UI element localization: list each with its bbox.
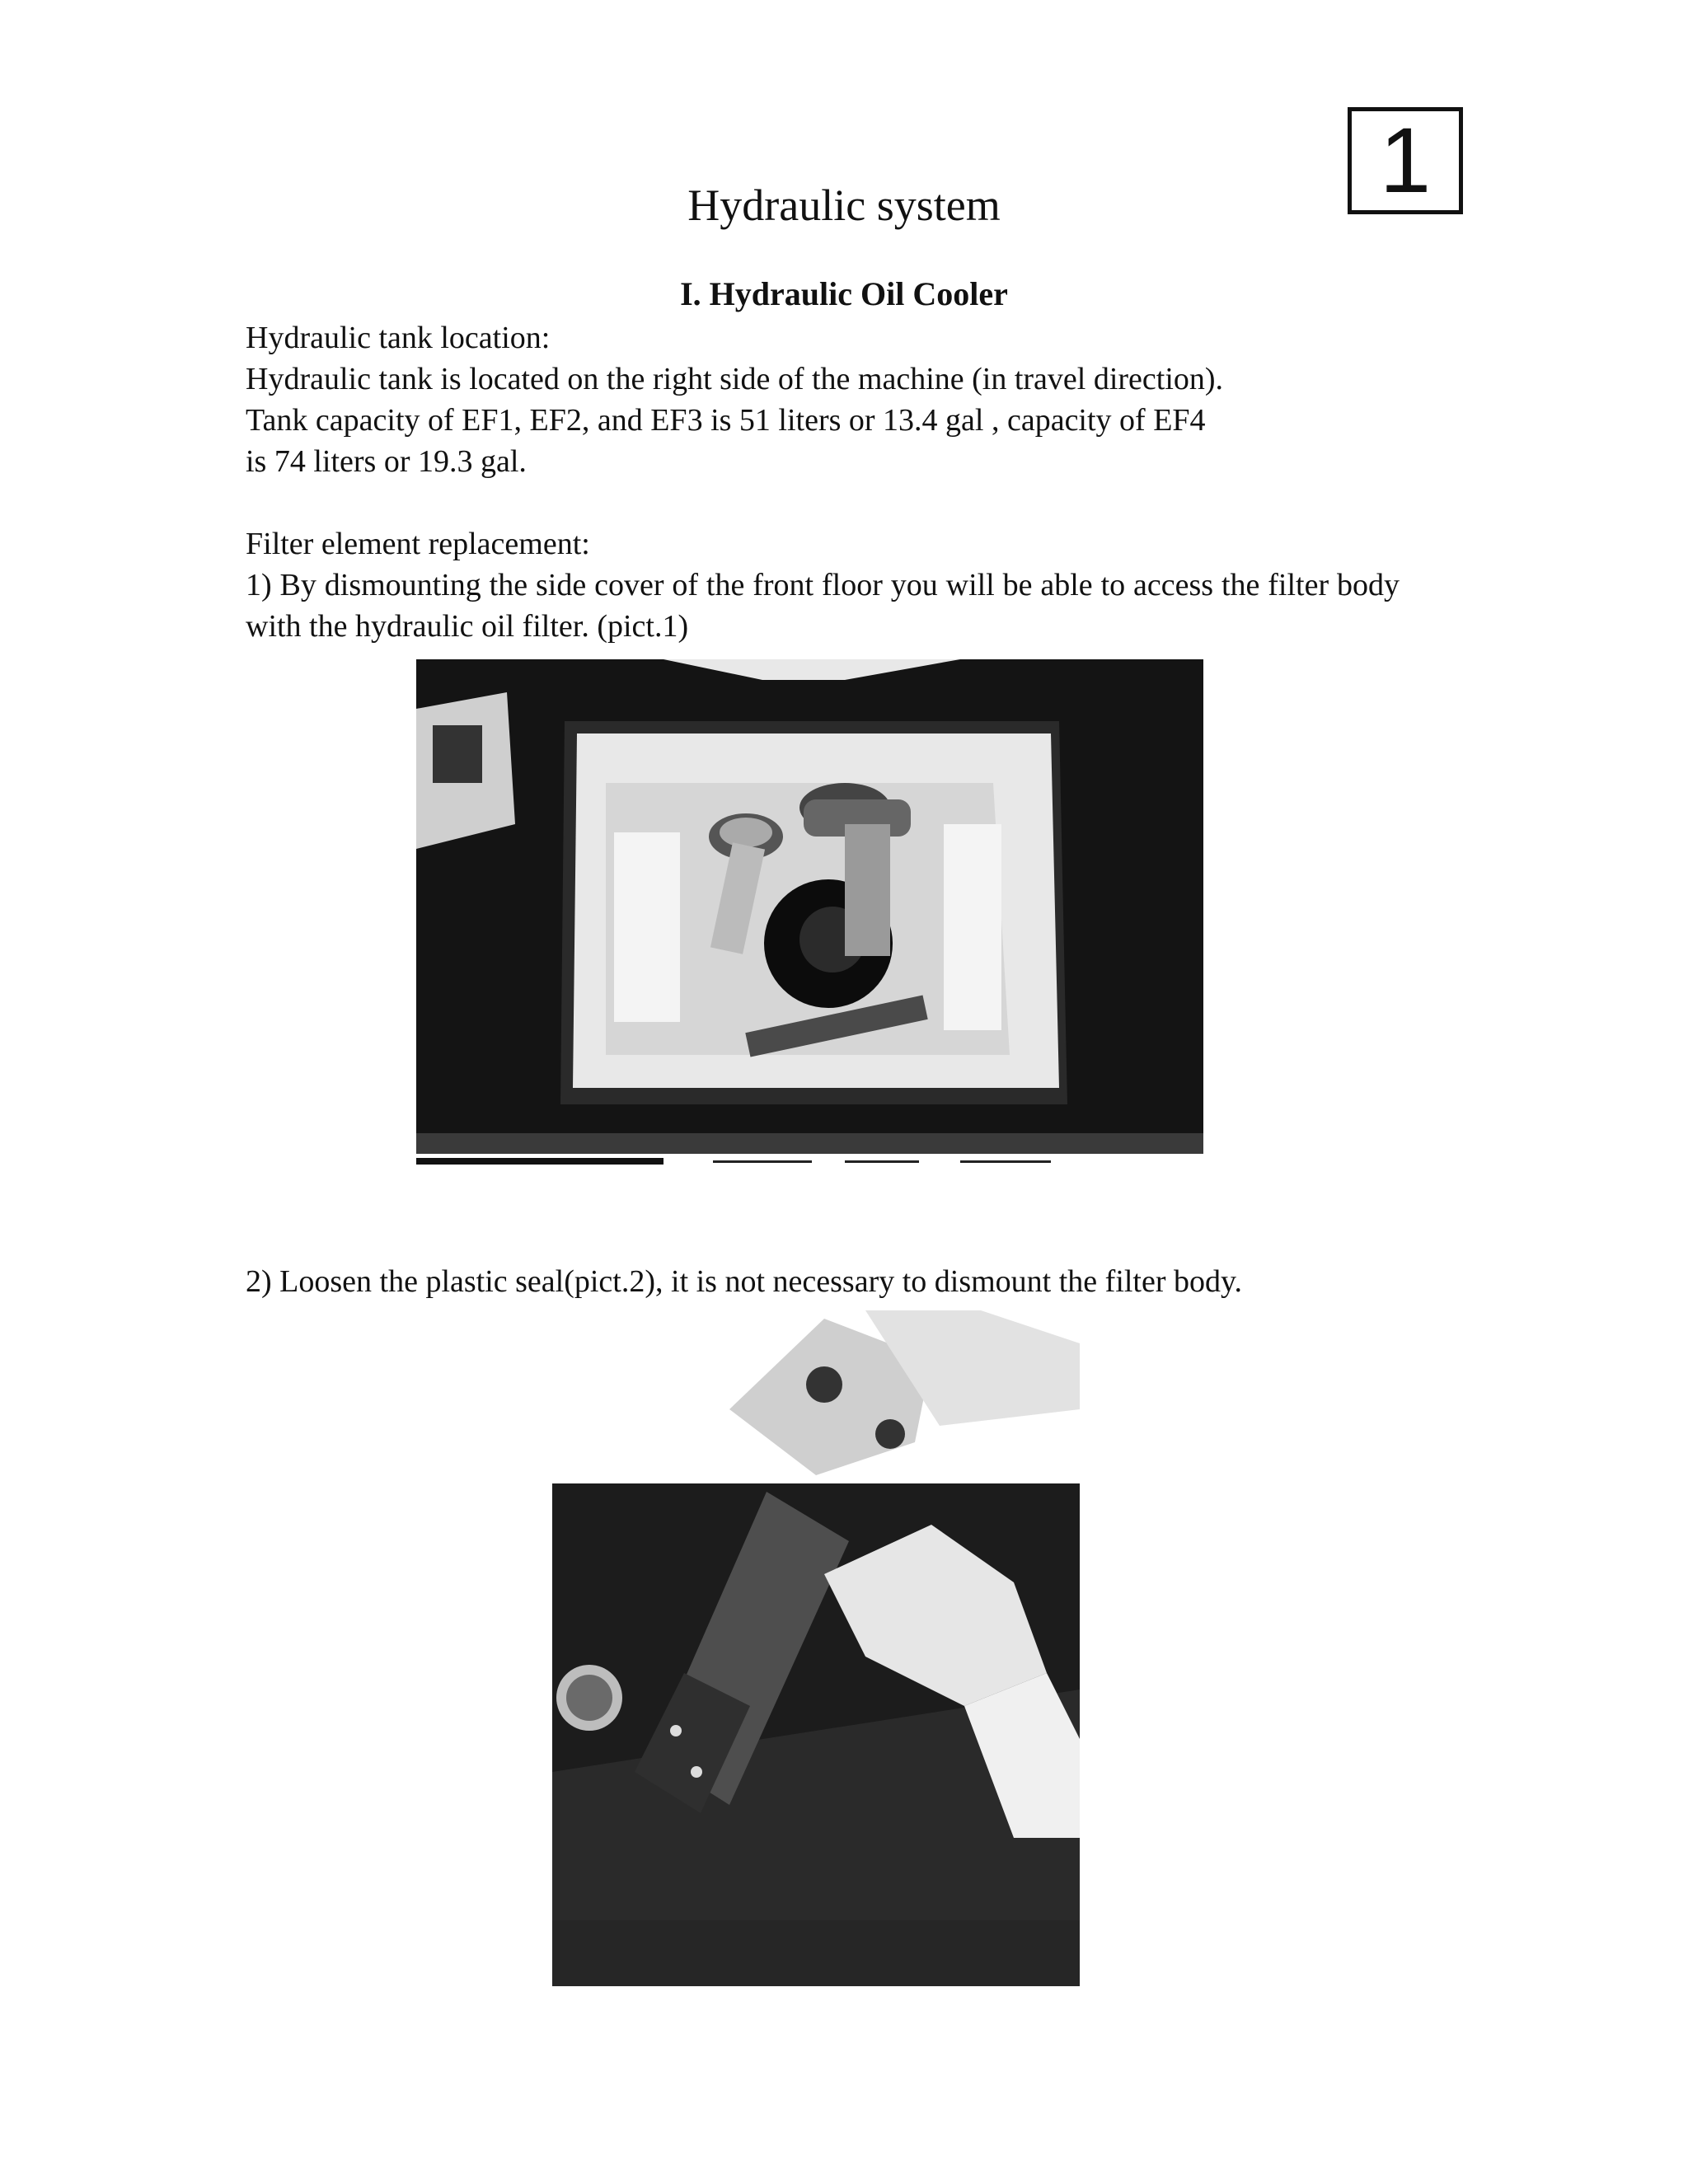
filter-replacement-label: Filter element replacement:	[246, 527, 590, 561]
filter-step-2: 2) Loosen the plastic seal(pict.2), it is not necessary to dismount the filter body.	[246, 1264, 1243, 1299]
filter-seal-photo	[552, 1310, 1080, 1986]
filter-replacement-section	[246, 523, 1400, 647]
tank-location-line-3: is 74 liters or 19.3 gal.	[246, 444, 527, 479]
page-title: Hydraulic system	[687, 180, 1001, 230]
tank-location-section	[246, 317, 1400, 482]
tank-location-label: Hydraulic tank location:	[246, 321, 551, 355]
filter-access-photo-image	[416, 659, 1203, 1170]
tank-location-line-1: Hydraulic tank is located on the right side of the machine (in travel direction).	[246, 362, 1224, 396]
filter-access-photo	[416, 659, 1203, 1170]
page-number: 1	[1379, 109, 1432, 212]
filter-step-1: 1) By dismounting the side cover of the front floor you will be able to access the filter body with the hydraulic oil filter. (pict.1)	[246, 568, 1400, 644]
section-heading: I. Hydraulic Oil Cooler	[680, 275, 1008, 312]
filter-seal-photo-image	[552, 1310, 1080, 1986]
tank-location-line-2: Tank capacity of EF1, EF2, and EF3 is 51 liters or 13.4 gal , capacity of EF4	[246, 403, 1206, 438]
